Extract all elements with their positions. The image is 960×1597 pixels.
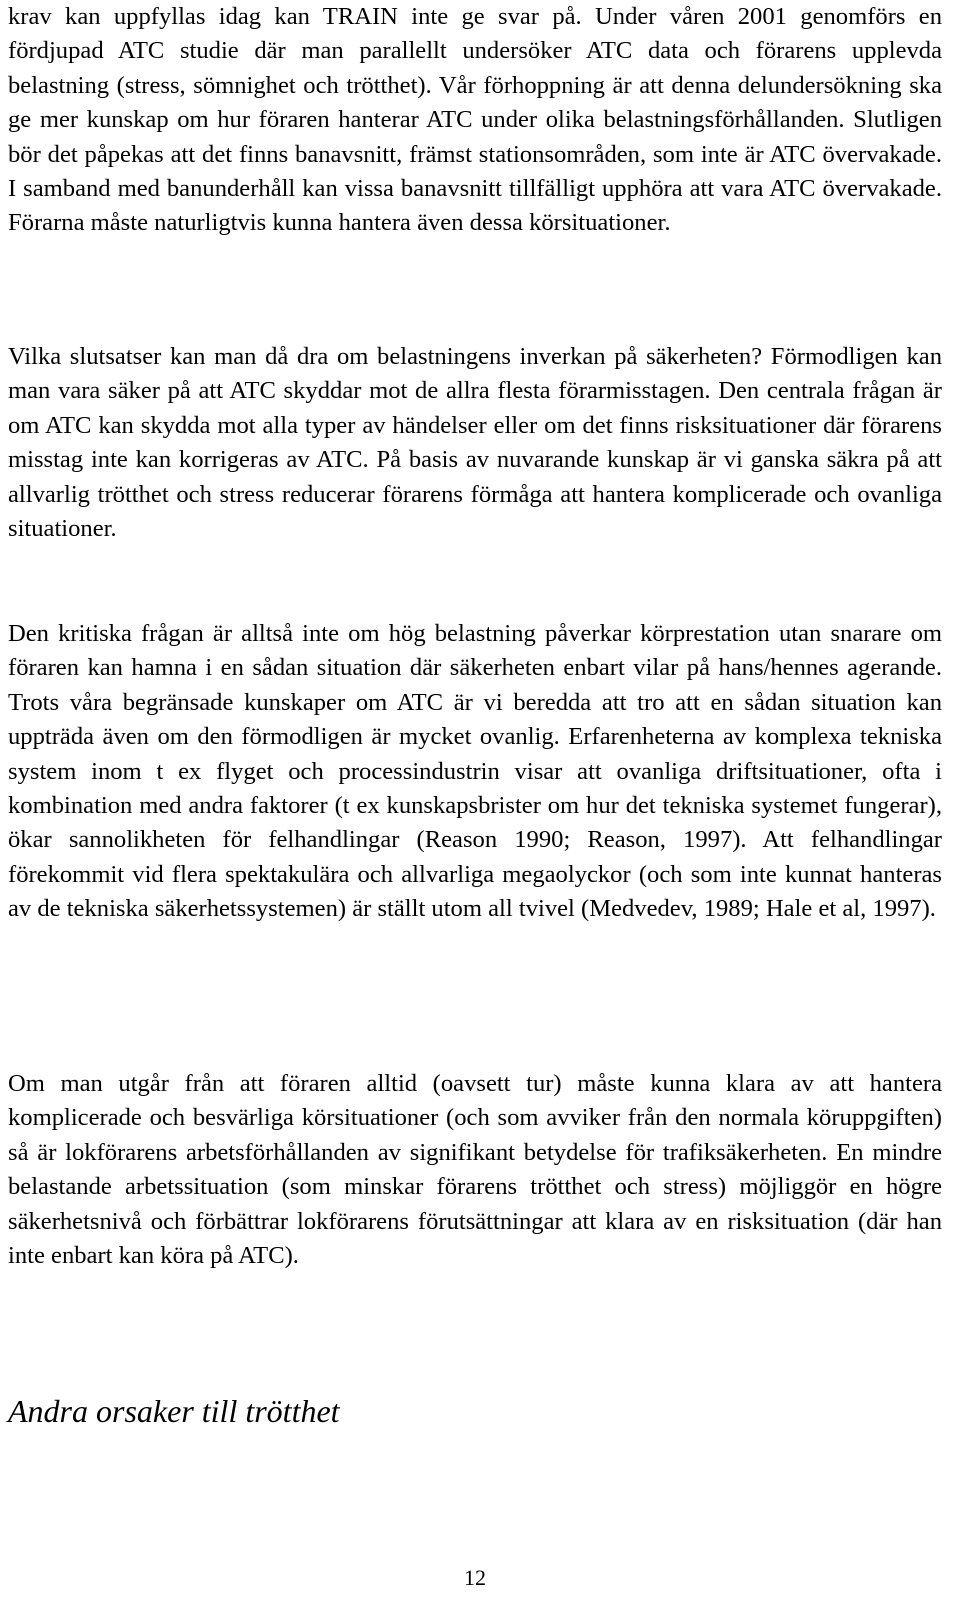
paragraph-atc-study: krav kan uppfyllas idag kan TRAIN inte ge svar på. Under våren 2001 genomförs en fördjupad ATC studie där man parallellt undersöker ATC data och förarens upplevda belastning (stress, sömnighet och trötthet). Vår förhoppning är att denna delundersökning ska ge mer kunskap om hur föraren hanterar ATC under olika belastningsförhållanden. Slutligen bör det påpekas att det finns banavsnitt, främst stationsområden, som inte är ATC övervakade. I samband med banunderhåll kan vissa banavsnitt tillfälligt upphöra att vara ATC övervakade. Förarna måste naturligtvis kunna hantera även dessa körsituationer. [8, 3, 942, 237]
paragraph-critical-question: Den kritiska frågan är alltså inte om hög belastning påverkar körprestation utan snarare om föraren kan hamna i en sådan situation där säkerheten enbart vilar på hans/hennes agerande. Trots våra begränsade kunskaper om ATC är vi beredda att tro att en sådan situation kan uppträda även om den förmodligen är mycket ovanlig. Erfarenheterna av komplexa tekniska system inom t ex flyget och processindustrin visar att ovanliga driftsituationer, ofta i kombination med andra faktorer (t ex kunskapsbrister om hur det tekniska systemet fungerar), ökar sannolikheten för felhandlingar (Reason 1990; Reason, 1997). Att felhandlingar förekommit vid flera spektakulära och allvarliga megaolyckor (och som inte kunnat hanteras av de tekniska säkerhetssystemen) är ställt utom all tvivel (Medvedev, 1989; Hale et al, 1997). [8, 620, 942, 923]
section-heading: Andra orsaker till trötthet [8, 1393, 340, 1429]
paragraph-conclusions: Vilka slutsatser kan man då dra om belastningens inverkan på säkerheten? Förmodligen kan man vara säker på att ATC skyddar mot de allra flesta förarmisstagen. Den centrala frågan är om ATC kan skydda mot alla typer av händelser eller om det finns risksituationer där förarens misstag inte kan korrigeras av ATC. På basis av nuvarande kunskap är vi ganska säkra på att allvarlig trötthet och stress reducerar förarens förmåga att hantera komplicerade och ovanliga situationer. [8, 343, 942, 543]
paragraph-working-conditions: Om man utgår från att föraren alltid (oavsett tur) måste kunna klara av att hantera komplicerade och besvärliga körsituationer (och som avviker från den normala köruppgiften) så är lokförarens arbetsförhållanden av signifikant betydelse för trafiksäkerheten. En mindre belastande arbetssituation (som minskar förarens trötthet och stress) möjliggör en högre säkerhetsnivå och förbättrar lokförarens förutsättningar att klara av en risksituation (där han inte enbart kan köra på ATC). [8, 1070, 942, 1270]
page-number: 12 [464, 1565, 486, 1590]
